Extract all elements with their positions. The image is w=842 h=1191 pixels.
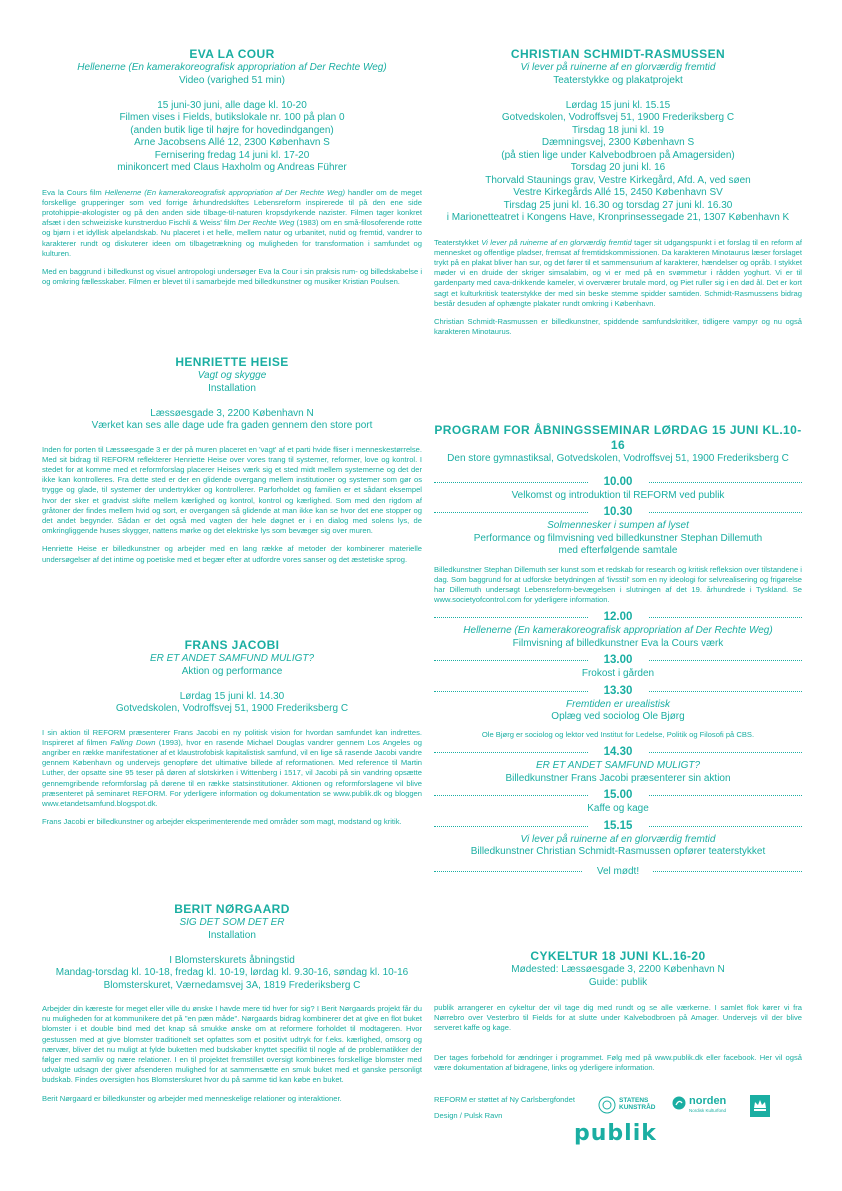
info-line: (anden butik lige til højre for hovedindgangen) [130, 124, 334, 136]
info-line: Tirsdag 18 juni kl. 19 [572, 124, 664, 136]
work-type: Teaterstykke og plakatprojekt [553, 74, 683, 86]
artist-name: BERIT NØRGAARD [174, 902, 290, 916]
support-text: REFORM er støttet af Ny Carlsbergfondet [434, 1095, 575, 1104]
section-henriette-heise [42, 355, 422, 565]
statens-kunstraad-logo [598, 1095, 660, 1117]
info-line: Blomsterskuret, Værnedamsvej 3A, 1819 Frederiksberg C [103, 979, 361, 991]
description: publik arrangerer en cykeltur der vil tage dig med rundt og se alle værkerne. I samlet flok kører vi fra Nørrebro over Vesterbro til Fields for at slutte under Kalvebodbroen på Amager. Undervejs vil der blive serveret kaffe og kage. [434, 1003, 802, 1033]
statens-text: STATENS [619, 1097, 649, 1104]
program-line: Kaffe og kage [587, 803, 649, 815]
program-line: med efterfølgende samtale [558, 545, 678, 556]
program-line: Oplæg ved sociolog Ole Bjørg [551, 711, 685, 723]
norden-logo [672, 1095, 742, 1117]
section-program [434, 423, 802, 879]
program-line: Hellenerne (En kamerakoreografisk appropriation af Der Rechte Weg) [463, 625, 773, 637]
cykeltur-title: CYKELTUR 18 JUNI KL.16-20 [530, 949, 706, 963]
info-line: minikoncert med Claus Haxholm og Andreas Führer [117, 162, 347, 173]
program-item-1030 [434, 505, 802, 605]
program-item-1500 [434, 788, 802, 816]
program-item-1515 [434, 819, 802, 859]
program-time: 15.00 [588, 788, 648, 803]
program-line: Fremtiden er urealistisk [566, 698, 670, 710]
info-line: Filmen vises i Fields, butikslokale nr. 100 på plan 0 [119, 112, 345, 123]
program-description: Billedkunstner Stephan Dillemuth ser kunst som et redskab for research og kritisk refleksion over tilstandene i dag. Som baggrund for at udforske betydningen af 'livsstil' som en ny ideologi for selvrealisering og frigørelse har Dillemuth undersøgt Lebensreform-bevægelsen i slutningen af det 19. århundrede i Tyskland. Se www.societyofcontrol.com for yderligere information. [434, 564, 802, 605]
footer-logos [434, 1095, 802, 1185]
info-line: i Marionetteatret i Kongens Have, Kronprinsessegade 21, 1307 København K [446, 212, 790, 223]
program-line: Solmennesker i sumpen af lyset [547, 520, 689, 531]
crown-logo [750, 1095, 770, 1117]
info-line: Vestre Kirkegårds Allé 15, 2450 København SV [513, 187, 723, 198]
work-title: Hellenerne (En kamerakoreografisk appropriation af Der Rechte Weg) [77, 62, 387, 73]
info-line: Lørdag 15 juni kl. 15.15 [565, 99, 671, 111]
info-line: Torsdag 20 juni kl. 16 [570, 162, 666, 173]
crest-icon [598, 1096, 616, 1114]
info-line: Mødested: Læssøesgade 3, 2200 København N [511, 964, 725, 975]
section-christian-schmidt-rasmussen [434, 47, 802, 337]
program-time: 13.00 [588, 653, 648, 668]
description [42, 728, 422, 828]
info-line: Lørdag 15 juni kl. 14.30 [179, 690, 285, 702]
paragraph: Inden for porten til Læssøesgade 3 er der på muren placeret en 'vagt' af et parti hvide fliser i menneskestørrelse. Med sit bidrag til REFORM reflekterer Henriette Heise over vores trang til systemer, reformer, love og kontrol. I stedet for at komme med et reformforslag placerer Heises værk sig et sted midt mellem systemerne og det der ikke kan kontrolleres. Fra dette sted er der en glidende overgang mellem institutioner og systemer som gør os trygge og glade, til systemer der undertrykker og kontrollerer. Parforholdet og familien er et sådant eksempel hvor der sker et gradvist skifte mellem kærlighed og kontrol, kontrol og kærlighed. Som med den rigdom af gråtoner der findes mellem hvid og sort, er overgangen så glidende at man ikke kan se hvor det ene stopper og det andet begynder. Sådan er det også med vagten der hele døgnet er i en dialog med solens lys, de omkringliggende huses skygger, nattens mørke og det elektriske lys som bevæger sig over muren. [42, 444, 422, 536]
paragraph: I sin aktion til REFORM præsenterer Frans Jacobi en ny politisk vision for hvordan samfundet kan indrettes. Inspireret af filmen Falling Down (1993), hvor en rasende Michael Douglas vandrer gennem Los Angeles og angriber en række manifestationer af et klaustrofobisk kapitalistisk samfund, vil en lige så rasende Jacobi vandre gennem København og undervejs genopføre det ultimative billede af reformationen. Med reference til Martin Luther, der opsatte sine 95 teser på døren af slotskirken i Wittenberg i 1517, vil Jacobi på sin vandring opsætte gennemgribende reformforslag på dørene til en række statsinstitutioner. Aktionen og reformforslagene vil blive præsenteret på seminaret REFORM. For yderligere information og dokumentation se www.publik.dk og bloggen www.etandetsamfund.blogspot.dk. [42, 727, 422, 808]
info-line: Tirsdag 25 juni kl. 16.30 og torsdag 27 juni kl. 16.30 [503, 199, 733, 211]
info-line: Thorvald Staunings grav, Vestre Kirkegård, Afd. A, ved søen [485, 174, 751, 186]
program-time: 15.15 [588, 819, 648, 834]
program-line: Billedkunstner Frans Jacobi præsenterer sin aktion [505, 772, 731, 784]
program-venue: Den store gymnastiksal, Gotvedskolen, Vodroffsvej 51, 1900 Frederiksberg C [447, 453, 789, 464]
info-line: Gotvedskolen, Vodroffsvej 51, 1900 Frederiksberg C [501, 112, 735, 123]
program-line: Frokost i gården [581, 668, 655, 680]
info-line: Værket kan ses alle dage ude fra gaden gennem den store port [91, 420, 373, 431]
section-berit-norgaard [42, 902, 422, 1104]
work-type: Installation [208, 929, 256, 941]
section-eva-la-cour [42, 47, 422, 287]
info-line: Læssøesgade 3, 2200 København N [150, 407, 314, 419]
info-line: I Blomsterskurets åbningstid [169, 954, 295, 966]
section-cykeltur [434, 949, 802, 1073]
program-line: Filmvisning af billedkunstner Eva la Cours værk [512, 637, 724, 649]
kunstraad-text: KUNSTRÅD [619, 1104, 656, 1111]
info-line: Guide: publik [588, 976, 648, 988]
program-item-1300 [434, 653, 802, 681]
info-line: Mandag-torsdag kl. 10-18, fredag kl. 10-19, lørdag kl. 9.30-16, søndag kl. 10-16 [55, 967, 409, 978]
program-time: 10.00 [588, 475, 648, 490]
description [42, 1004, 422, 1104]
program-item-1330 [434, 684, 802, 740]
work-type: Installation [208, 382, 256, 394]
design-credit: Design / Pulsk Ravn [434, 1111, 503, 1120]
info-line: Arne Jacobsens Allé 12, 2300 København S [134, 137, 330, 148]
program-time: 13.30 [588, 684, 648, 699]
footer-note: Der tages forbehold for ændringer i programmet. Følg med på www.publik.dk eller facebook. Her vil også være dokumentation af bidragene, links og yderligere information. [434, 1052, 802, 1072]
program-item-1430 [434, 745, 802, 785]
work-title: Vagt og skygge [197, 370, 267, 381]
work-type: Aktion og performance [181, 665, 283, 677]
program-line: Vi lever på ruinerne af en glorværdig fremtid [520, 833, 716, 845]
artist-name: FRANS JACOBI [184, 638, 280, 652]
paragraph: Arbejder din kæreste for meget eller ville du ønske I havde mere tid hver for sig? I Berit Nørgaards projekt får du nu muligheden for at kommunikere det på "en pæn måde". Nørgaards bidrag kombinerer det at give en flot buket blomster i et double bind med det knap så smukke ønske om at reformere forholdet til modtageren. Hvor gestussen med at give blomster traditionelt set opfattes som et positivt udtryk for f.eks. kærlighed, omsorg og nærvær, bliver det nu muligt at fylde buketten med budskaber knyttet specifikt til nogle af de problematikker der følger med samliv og nære relationer. I en til projektet fremstillet oversigt kombineres forskellige blomster med udvalgte udsagn der giver afsenderen mulighed for at sammensætte en smuk buket med et ganske personligt budskab. Findes oversigten hos Blomsterskuret hvor du på samme tid kan købe en buket. [42, 1004, 422, 1085]
work-title: SIG DET SOM DET ER [179, 917, 285, 928]
artist-name: HENRIETTE HEISE [175, 355, 289, 369]
program-title: PROGRAM FOR ÅBNINGSSEMINAR LØRDAG 15 JUNI KL.10-16 [434, 423, 802, 452]
description [42, 188, 422, 288]
description [434, 238, 802, 338]
paragraph: Henriette Heise er billedkunstner og arbejder med en lang række af metoder der kombinerer materielle undersøgelser af det intime og poetiske med et begær efter at udfordre vores sanser og det æstetiske sprog. [42, 544, 422, 564]
info-line: (på stien lige under Kalvebodbroen på Amagersiden) [501, 149, 735, 161]
paragraph: Frans Jacobi er billedkunstner og arbejder eksperimenterende med områder som magt, modstand og kritik. [42, 817, 402, 827]
paragraph: Med en baggrund i billedkunst og visuel antropologi undersøger Eva la Cour i sin praksis rum- og billedskabelse i og omkring fællesskaber. Filmen er blevet til i samarbejde med billedkunstner og musiker Kristian Poulsen. [42, 266, 422, 287]
program-line: Velkomst og introduktion til REFORM ved publik [511, 489, 725, 501]
program-description: Ole Bjørg er sociolog og lektor ved Institut for Ledelse, Politik og Filosofi på CBS. [481, 729, 755, 739]
artist-name: EVA LA COUR [189, 47, 275, 61]
norden-sub-text: Nordisk Kulturfond [689, 1108, 727, 1113]
program-line: Billedkunstner Christian Schmidt-Rasmussen opfører teaterstykket [470, 846, 766, 858]
program-closing: Vel mødt! [583, 864, 653, 879]
program-end [434, 864, 802, 879]
paragraph: Christian Schmidt-Rasmussen er billedkunstner, spiddende samfundskritiker, tidligere vampyr og nu også karakteren Minotaurus. [434, 316, 802, 337]
crown-icon [750, 1095, 770, 1117]
work-type: Video (varighed 51 min) [179, 74, 285, 86]
work-title: Vi lever på ruinerne af en glorværdig fremtid [520, 62, 716, 73]
info-line: Gotvedskolen, Vodroffsvej 51, 1900 Frederiksberg C [115, 703, 349, 714]
info-line: Dæmningsvej, 2300 København S [541, 137, 695, 148]
work-title: ER ET ANDET SAMFUND MULIGT? [149, 653, 315, 664]
program-item-1200 [434, 610, 802, 650]
artist-name: CHRISTIAN SCHMIDT-RASMUSSEN [510, 47, 726, 61]
paragraph: Eva la Cours film Hellenerne (En kamerakoreografisk appropriation af Der Rechte Weg) handler om de meget forskellige grupperinger som ved forrige århundredskiftes Lebensreform inspirerede til på den ene side protohippie-økologister og på den anden side tilbage-til-naturen kropsdyrkende nazister. Filmen tager konkret afsæt i den schweiziske kunstnerduo Fischli & Weiss' film Der Rechte Weg (1983) om en små-filosoferende rotte og bjørn i et idyllisk alpelandskab. Nu placeret i et helle, mellem natur og urbanitet, nutid og fremtid, vandrer to karakterer rundt og diskuterer ideen om tilbagetrækning og muligheden for transformation i samfundet og kulturen. [42, 187, 422, 258]
description [42, 445, 422, 565]
program-time: 14.30 [588, 745, 648, 760]
program-line: ER ET ANDET SAMFUND MULIGT? [535, 760, 701, 772]
program-item-1000 [434, 475, 802, 503]
paragraph: Teaterstykket Vi lever på ruinerne af en glorværdig fremtid tager sit udgangspunkt i et forslag til en reform af mennesket og offentlige pladser, fremsat af fremtidskommissionen. Da karakteren Minotaurus læser forslaget trykt på en plakat bliver han sur, og det fører til et sammensurium af karakterer, hændelser og opråb. I stykket møder vi en druide der skriger simsalabim, og vi er med på en svømmetur i rådden yoghurt. Vi er til gardenparty med cava-drikkende kameler, vi overværer brutale mord, og Piet ruller sig i en død ål. Det er kort sagt et kulturkritisk teaterstykke der med sin beske stemme spidder samtiden. Schmidt-Rasmussens bidrag består desuden af ophængte plakater rundt omkring i København. [434, 237, 802, 308]
info-line: 15 juni-30 juni, alle dage kl. 10-20 [157, 99, 307, 111]
program-line: Performance og filmvisning ved billedkunstner Stephan Dillemuth [473, 532, 763, 544]
program-time: 10.30 [588, 505, 648, 520]
publik-logo: publik [574, 1121, 657, 1146]
info-line: Fernisering fredag 14 juni kl. 17-20 [154, 149, 310, 161]
swan-icon [672, 1096, 686, 1110]
section-frans-jacobi [42, 638, 422, 827]
program-time: 12.00 [588, 610, 648, 625]
norden-text: norden [689, 1095, 727, 1107]
paragraph: Berit Nørgaard er billedkunster og arbejder med menneskelige relationer og interaktioner. [42, 1093, 342, 1103]
